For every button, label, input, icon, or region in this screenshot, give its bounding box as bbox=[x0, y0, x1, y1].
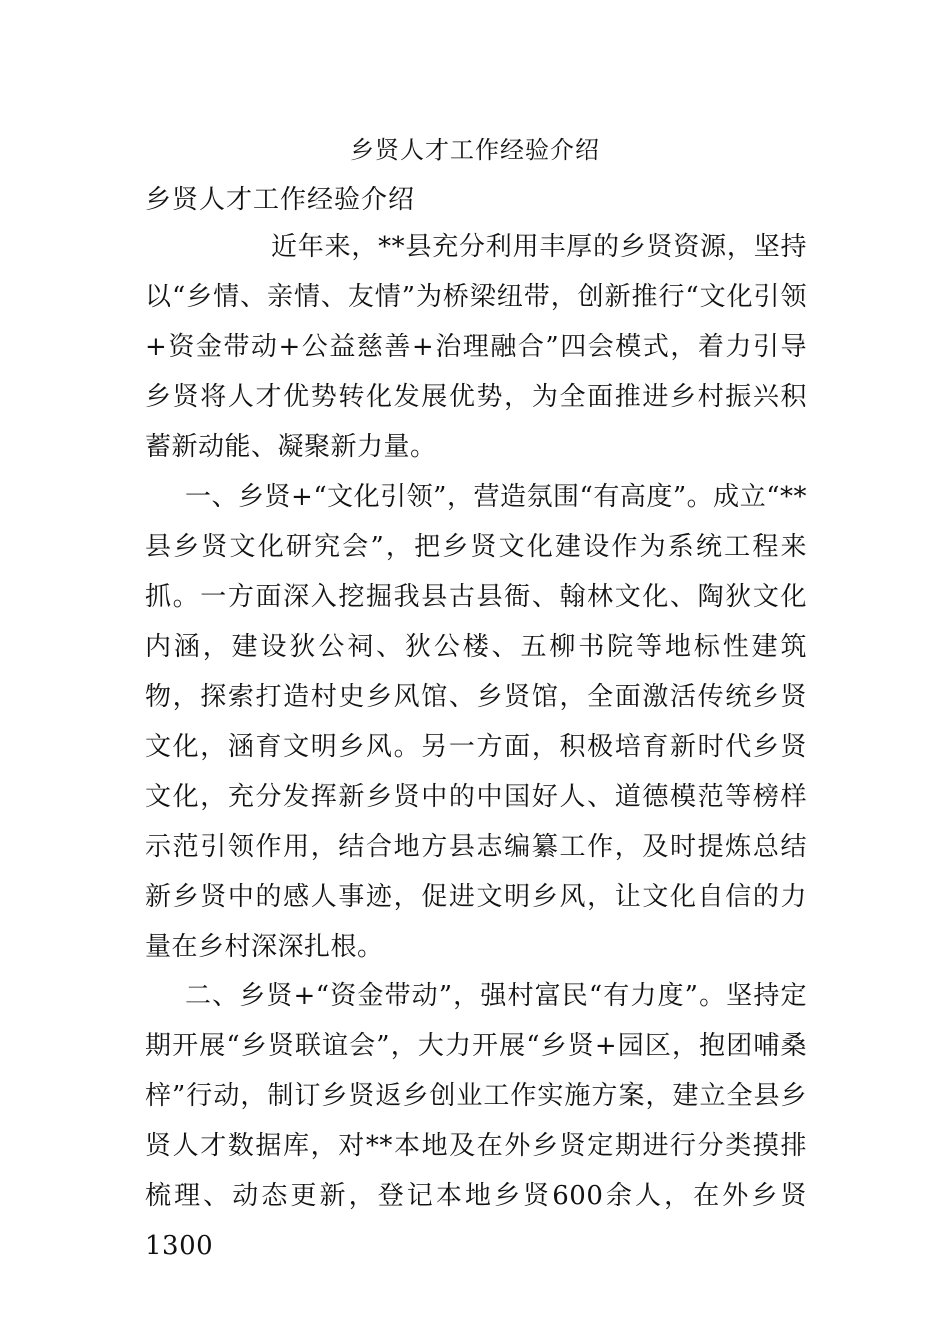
document-subtitle: 乡贤人才工作经验介绍 bbox=[145, 185, 416, 215]
paragraph-intro: 近年来，**县充分利用丰厚的乡贤资源，坚持以“乡情、亲情、友情”为桥梁纽带，创新推行“文化引领+资金带动+公益慈善+治理融合”四会模式，着力引导乡贤将人才优势转化发展优势，为全面推进乡村振兴积蓄新动能、凝聚新力量。 bbox=[145, 232, 807, 462]
paragraph-funding: 二、乡贤+“资金带动”，强村富民“有力度”。坚持定期开展“乡贤联谊会”，大力开展“乡贤+园区，抱团哺桑梓”行动，制订乡贤返乡创业工作实施方案，建立全县乡贤人才数据库，对**本地及在外乡贤定期进行分类摸排梳理、动态更新，登记本地乡贤600余人，在外乡贤1300 bbox=[145, 981, 807, 1261]
document-title: 乡贤人才工作经验介绍 bbox=[350, 136, 600, 164]
paragraph-culture: 一、乡贤+“文化引领”，营造氛围“有高度”。成立“**县乡贤文化研究会”，把乡贤文化建设作为系统工程来抓。一方面深入挖掘我县古县衙、翰林文化、陶狄文化内涵，建设狄公祠、狄公楼、五柳书院等地标性建筑物，探索打造村史乡风馆、乡贤馆，全面激活传统乡贤文化，涵育文明乡风。另一方面，积极培育新时代乡贤文化，充分发挥新乡贤中的中国好人、道德模范等榜样示范引领作用，结合地方县志编纂工作，及时提炼总结新乡贤中的感人事迹，促进文明乡风，让文化自信的力量在乡村深深扎根。 bbox=[145, 482, 807, 962]
